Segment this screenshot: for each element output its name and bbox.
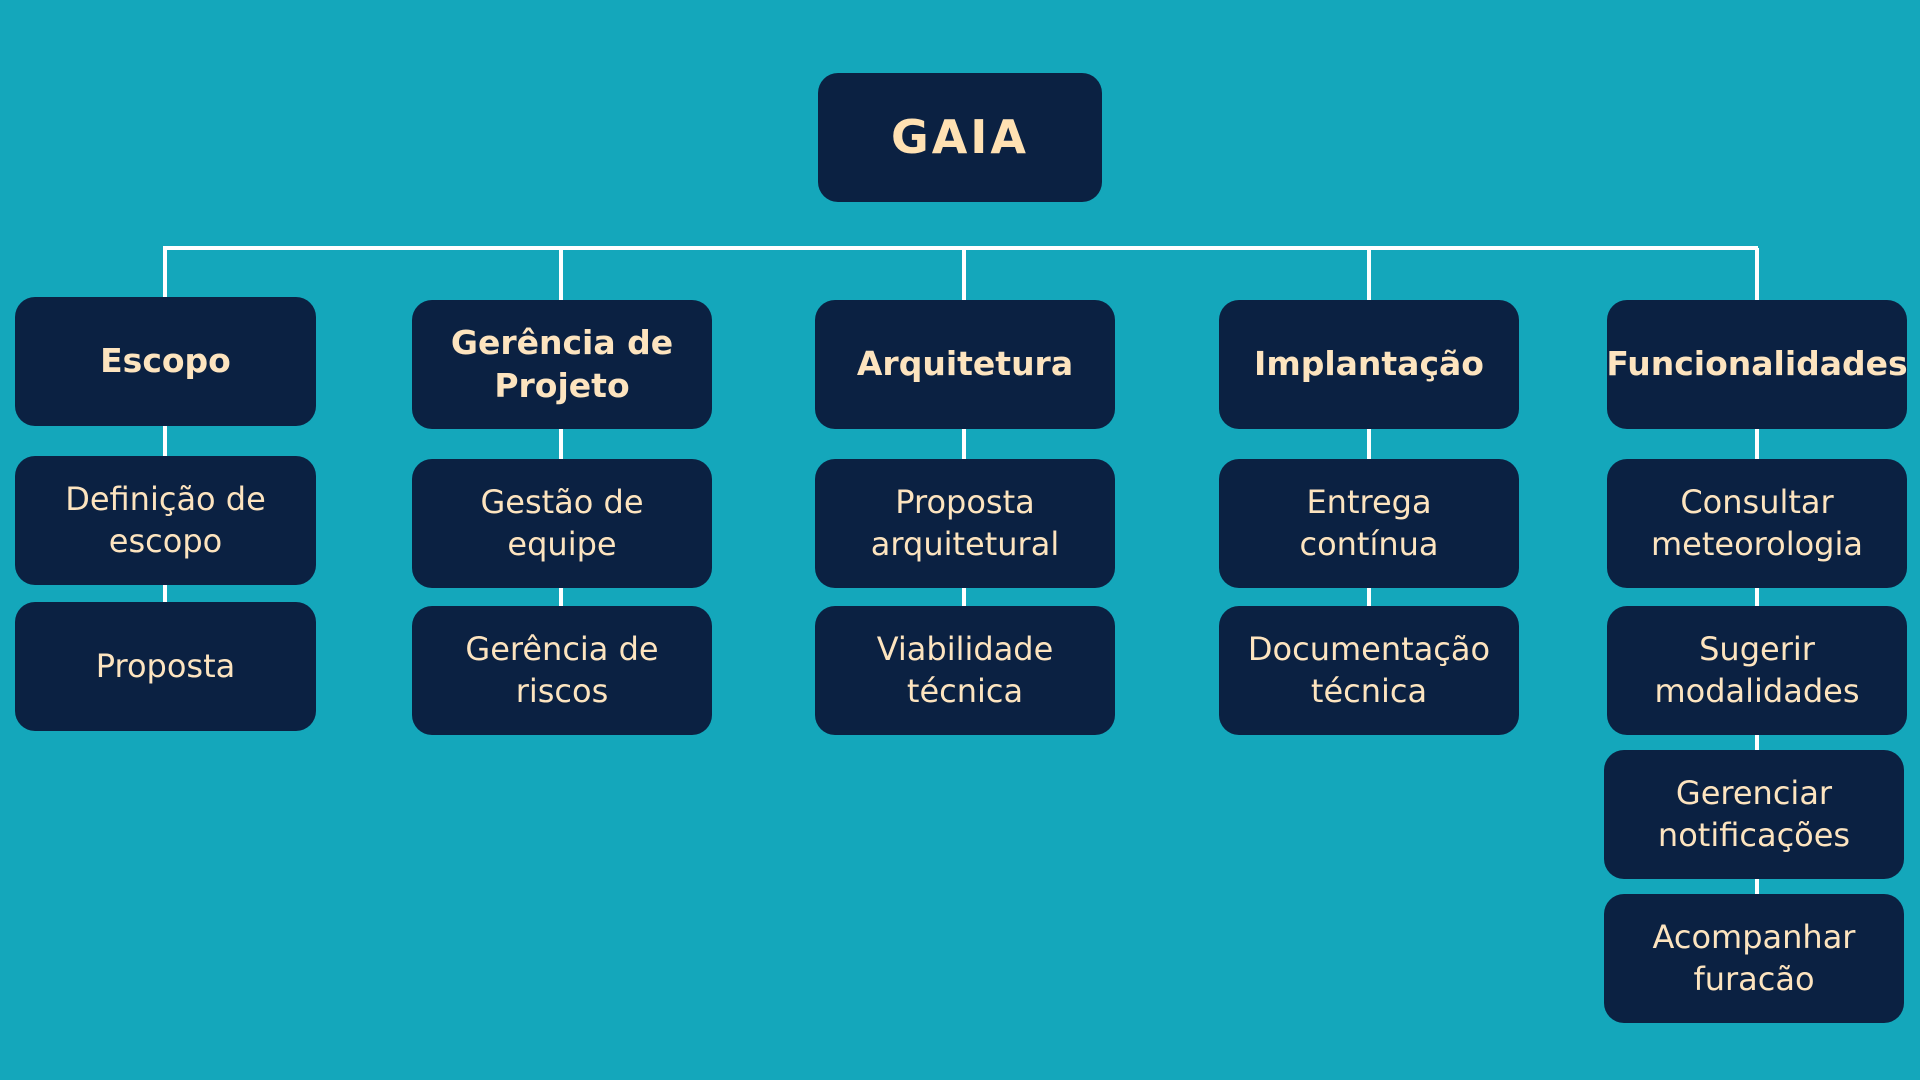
item-gestao-de-equipe bbox=[412, 459, 712, 588]
root-label: GAIA bbox=[890, 109, 1030, 164]
item-label: Gerência de riscos bbox=[465, 629, 659, 710]
item-documentacao-tecnica bbox=[1219, 606, 1519, 735]
item-label: Acompanhar furacão bbox=[1652, 917, 1856, 998]
item-acompanhar-furacao bbox=[1604, 894, 1904, 1023]
item-label: Entrega contínua bbox=[1299, 482, 1439, 563]
item-label: Proposta arquitetural bbox=[870, 482, 1060, 563]
item-consultar-meteorologia bbox=[1607, 459, 1907, 588]
item-label: Definição de escopo bbox=[65, 479, 266, 560]
category-funcionalidades bbox=[1607, 300, 1907, 429]
category-gerencia-de-projeto bbox=[412, 300, 712, 429]
item-label: Consultar meteorologia bbox=[1651, 482, 1863, 563]
item-label: Gestão de equipe bbox=[480, 482, 644, 563]
item-entrega-continua bbox=[1219, 459, 1519, 588]
item-gerencia-de-riscos bbox=[412, 606, 712, 735]
item-label: Documentação técnica bbox=[1247, 629, 1491, 710]
item-label: Proposta bbox=[95, 646, 236, 685]
item-label: Sugerir modalidades bbox=[1654, 629, 1860, 710]
category-label: Escopo bbox=[100, 341, 231, 381]
category-label: Implantação bbox=[1254, 344, 1484, 384]
item-gerenciar-notificacoes bbox=[1604, 750, 1904, 879]
category-label: Gerência de Projeto bbox=[450, 322, 674, 405]
category-arquitetura bbox=[815, 300, 1115, 429]
item-definicao-de-escopo bbox=[15, 456, 316, 585]
category-label: Funcionalidades bbox=[1606, 344, 1908, 384]
item-viabilidade-tecnica bbox=[815, 606, 1115, 735]
item-proposta-arquitetural bbox=[815, 459, 1115, 588]
category-label: Arquitetura bbox=[856, 344, 1074, 384]
root-node bbox=[818, 73, 1102, 202]
item-proposta bbox=[15, 602, 316, 731]
category-implantacao bbox=[1219, 300, 1519, 429]
category-escopo bbox=[15, 297, 316, 426]
item-sugerir-modalidades bbox=[1607, 606, 1907, 735]
item-label: Gerenciar notificações bbox=[1657, 773, 1851, 854]
item-label: Viabilidade técnica bbox=[876, 629, 1054, 710]
